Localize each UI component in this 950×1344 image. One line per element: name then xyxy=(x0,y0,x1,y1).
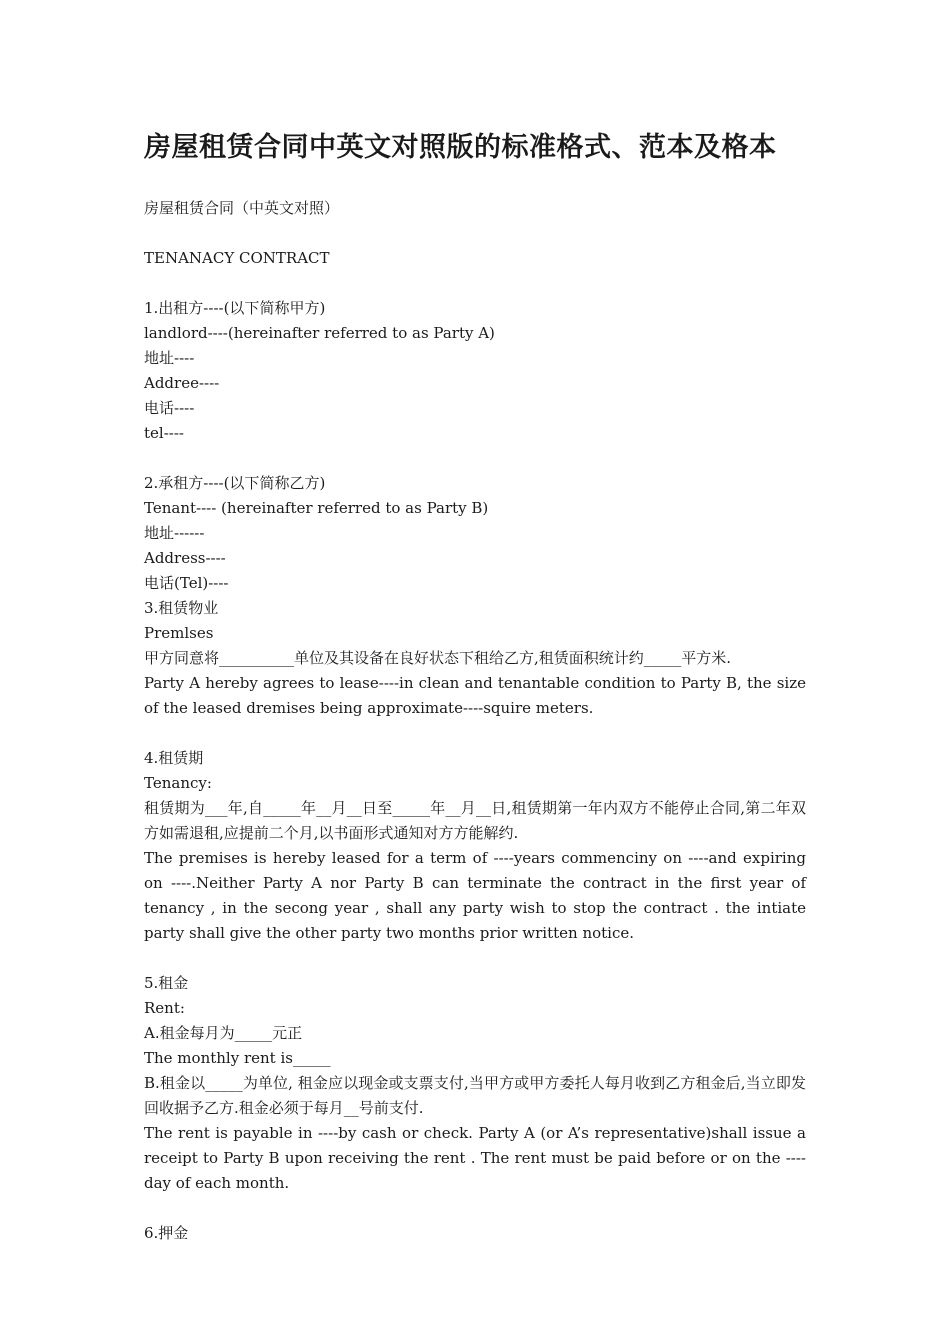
rent-clause-a-en: The monthly rent is_____ xyxy=(144,1049,331,1067)
spacer xyxy=(144,946,806,971)
premises-paragraph-cn: 甲方同意将__________单位及其设备在良好状态下租给乙方,租赁面积统计约_____平方米. xyxy=(144,649,732,667)
document-title: 房屋租赁合同中英文对照版的标准格式、范本及格本 xyxy=(144,132,777,163)
premises-paragraph-en: Party A hereby agrees to lease----in clean and tenantable condition to Party B, the size of the leased dremises being approximate----squire meters. xyxy=(144,674,806,717)
landlord-address-cn: 地址---- xyxy=(144,349,195,367)
section-5-heading-cn: 5.租金 xyxy=(144,974,189,992)
landlord-tel-cn: 电话---- xyxy=(144,399,195,417)
landlord-tel-en: tel---- xyxy=(144,424,184,442)
landlord-address-en: Addree---- xyxy=(144,374,220,392)
spacer xyxy=(144,446,806,471)
section-3-heading-en: Premlses xyxy=(144,624,214,642)
tenant-address-en: Address---- xyxy=(144,549,226,567)
section-1-heading-en: landlord----(hereinafter referred to as Party A) xyxy=(144,324,495,342)
spacer xyxy=(144,721,806,746)
spacer xyxy=(144,1196,806,1221)
spacer xyxy=(144,221,806,246)
tenancy-paragraph-en: The premises is hereby leased for a term of ----years commenciny on ----and expiring on ----.Neither Party A nor Party B can terminate the contract in the first year of tenancy , in the secong year , shall any party wish to stop the contract . the intiate party shall give the other party two months prior written notice. xyxy=(144,849,806,942)
rent-clause-a-cn: A.租金每月为_____元正 xyxy=(144,1024,303,1042)
section-1-heading-cn: 1.出租方----(以下简称甲方) xyxy=(144,299,326,317)
spacer xyxy=(144,271,806,296)
section-5-heading-en: Rent: xyxy=(144,999,185,1017)
section-6-heading-cn: 6.押金 xyxy=(144,1224,189,1242)
rent-clause-b-cn: B.租金以_____为单位, 租金应以现金或支票支付,当甲方或甲方委托人每月收到乙方租金后,当立即发回收据予乙方.租金必须于每月__号前支付. xyxy=(144,1074,806,1117)
section-4-heading-cn: 4.租赁期 xyxy=(144,749,204,767)
section-2-heading-en: Tenant---- (hereinafter referred to as Party B) xyxy=(144,499,489,517)
section-2-heading-cn: 2.承租方----(以下简称乙方) xyxy=(144,474,326,492)
tenancy-paragraph-cn: 租赁期为___年,自_____年__月__日至_____年__月__日,租赁期第一年内双方不能停止合同,第二年双方如需退租,应提前二个月,以书面形式通知对方方能解约. xyxy=(144,799,806,842)
english-heading: TENANACY CONTRACT xyxy=(144,249,330,267)
section-4-heading-en: Tenancy: xyxy=(144,774,212,792)
document-subtitle: 房屋租赁合同（中英文对照） xyxy=(144,199,340,217)
rent-clause-b-en: The rent is payable in ----by cash or check. Party A (or A’s representative)shall issue a receipt to Party B upon receiving the rent . The rent must be paid before or on the ----day of each month. xyxy=(144,1124,806,1192)
section-3-heading-cn: 3.租赁物业 xyxy=(144,599,219,617)
tenant-address-cn: 地址------ xyxy=(144,524,205,542)
document-page xyxy=(144,128,806,1246)
tenant-tel: 电话(Tel)---- xyxy=(144,574,229,592)
